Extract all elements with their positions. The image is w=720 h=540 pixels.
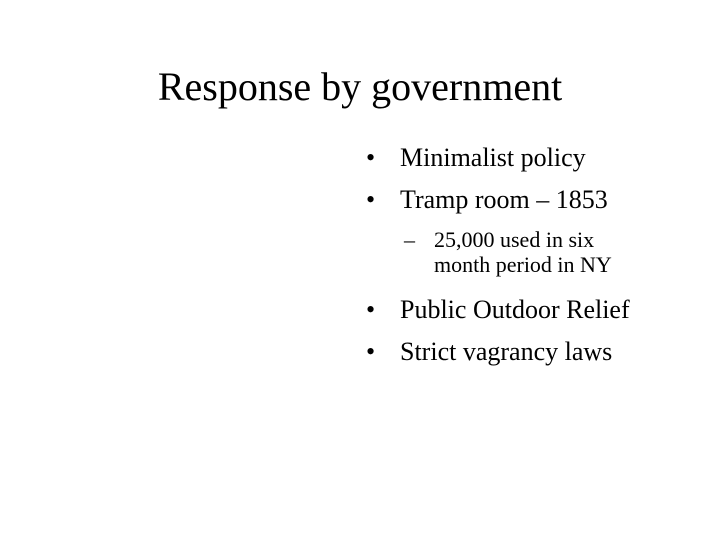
sub-bullet-item bbox=[366, 227, 696, 277]
bullet-item bbox=[366, 295, 696, 325]
bullet-item bbox=[366, 337, 696, 367]
sub-bullet-marker: – bbox=[404, 227, 415, 252]
bullet-marker: • bbox=[366, 143, 376, 172]
slide-title: Response by government bbox=[157, 64, 563, 109]
bullet-item bbox=[366, 143, 696, 173]
bullet-text: Tramp room – 1853 bbox=[400, 185, 608, 214]
bullet-text: Public Outdoor Relief bbox=[400, 295, 630, 324]
sub-bullet-line-2: month period in NY bbox=[434, 252, 612, 277]
bullet-list bbox=[366, 143, 696, 379]
bullet-marker: • bbox=[366, 185, 376, 214]
bullet-marker: • bbox=[366, 337, 376, 366]
bullet-text: Minimalist policy bbox=[400, 143, 586, 172]
bullet-marker: • bbox=[366, 295, 376, 324]
bullet-text: Strict vagrancy laws bbox=[400, 337, 613, 366]
bullet-item bbox=[366, 185, 696, 215]
sub-bullet-line-1: 25,000 used in six bbox=[434, 227, 595, 252]
